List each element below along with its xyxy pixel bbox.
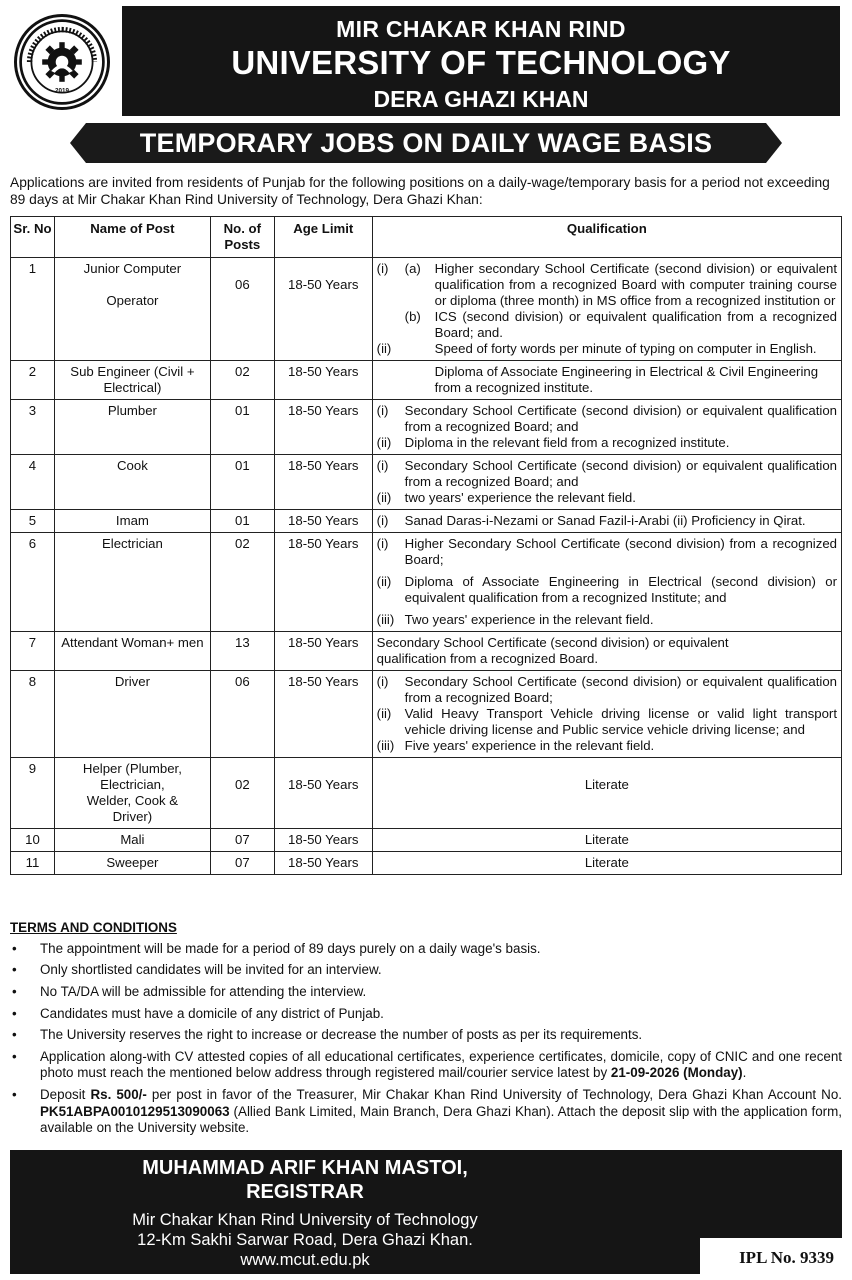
item-numeral: (i) bbox=[376, 536, 389, 551]
cell-post-name: Electrician bbox=[54, 533, 210, 632]
qualification-text: Two years' experience in the relevant field. bbox=[404, 612, 654, 627]
deposit-amount: Rs. 500/- bbox=[90, 1087, 147, 1103]
registrar-info bbox=[10, 1156, 600, 1270]
table-row bbox=[11, 852, 842, 875]
cell-sr: 11 bbox=[11, 852, 55, 875]
qualification-item bbox=[377, 513, 837, 529]
qualification-item bbox=[377, 738, 837, 754]
cell-posts: 01 bbox=[210, 455, 274, 510]
posts-value: 02 bbox=[234, 777, 250, 792]
table-row bbox=[11, 758, 842, 829]
post-name-line: Junior Computer bbox=[83, 261, 182, 276]
university-name-line1: MIR CHAKAR KHAN RIND bbox=[336, 16, 626, 42]
cell-sr: 8 bbox=[11, 671, 55, 758]
cell-qualification bbox=[372, 400, 841, 455]
item-letter: (b) bbox=[404, 309, 421, 324]
qualification-text: Sanad Daras-i-Nezami or Sanad Fazil-i-Arabi (ii) Proficiency in Qirat. bbox=[404, 513, 806, 528]
item-numeral: (i) bbox=[376, 458, 389, 473]
cell-age bbox=[274, 758, 372, 829]
qualification-text: Diploma in the relevant field from a recognized institute. bbox=[404, 435, 730, 450]
qualification-text: two years' experience the relevant field. bbox=[404, 490, 636, 505]
cell-posts: 07 bbox=[210, 829, 274, 852]
cell-posts: 01 bbox=[210, 400, 274, 455]
cell-sr: 1 bbox=[11, 258, 55, 361]
cell-qualification bbox=[372, 632, 841, 671]
table-row bbox=[11, 671, 842, 758]
term-item bbox=[10, 962, 842, 979]
cell-post-name: Cook bbox=[54, 455, 210, 510]
qualification-text: Literate bbox=[584, 777, 629, 792]
table-row bbox=[11, 829, 842, 852]
cell-qualification bbox=[372, 361, 841, 400]
cell-sr: 9 bbox=[11, 758, 55, 829]
cell-age: 18-50 Years bbox=[274, 400, 372, 455]
cell-qualification bbox=[372, 533, 841, 632]
qualification-item bbox=[377, 490, 837, 506]
term-text: Deposit Rs. 500/- per post in favor of the Treasurer, Mir Chakar Khan Rind University of Technology, Dera Ghazi Khan Account No. PK51ABPA0010129513090063 (Allied Bank Limited, Main Branch, Dera Ghazi Khan). Attach the deposit slip with the application form, available on the University website. bbox=[40, 1087, 842, 1136]
qualification-item bbox=[377, 458, 837, 490]
qualification-item bbox=[377, 706, 837, 738]
qualification-text: Diploma of Associate Engineering in Electrical & Civil Engineering from a recognized institute. bbox=[434, 364, 819, 395]
qualification-text: Higher secondary School Certificate (second division) or equivalent qualification from a recognized Board with computer training course or diploma (three month) in MS office from a recognized institution or bbox=[434, 261, 837, 308]
term-text: No TA/DA will be admissible for attending the interview. bbox=[40, 983, 367, 999]
table-row bbox=[11, 400, 842, 455]
cell-post-name: Helper (Plumber, Electrician, Welder, Cook & Driver) bbox=[54, 758, 210, 829]
university-logo bbox=[14, 14, 110, 110]
university-name-line2: UNIVERSITY OF TECHNOLOGY bbox=[231, 44, 731, 81]
term-text: Application along-with CV attested copies of all educational certificates, experience certificates, domicile, copy of CNIC and one recent photo must reach the mentioned below address through registered mail/courier service latest by 21-09-2026 (Monday). bbox=[40, 1048, 842, 1081]
website-link[interactable]: www.mcut.edu.pk bbox=[240, 1251, 370, 1269]
organization-name: Mir Chakar Khan Rind University of Technology bbox=[132, 1211, 478, 1229]
header-age-limit: Age Limit bbox=[274, 217, 372, 258]
item-numeral: (i) bbox=[376, 674, 389, 689]
header-sr-no: Sr. No bbox=[11, 217, 55, 258]
item-numeral: (iii) bbox=[376, 738, 395, 753]
table-row bbox=[11, 632, 842, 671]
table-row bbox=[11, 361, 842, 400]
cell-sr: 2 bbox=[11, 361, 55, 400]
cell-posts: 02 bbox=[210, 361, 274, 400]
term-text: The appointment will be made for a period of 89 days purely on a daily wage's basis. bbox=[40, 940, 541, 956]
cell-post-name: Imam bbox=[54, 510, 210, 533]
item-numeral: (ii) bbox=[376, 435, 392, 450]
bullet-icon: • bbox=[12, 962, 17, 978]
cell-qualification bbox=[372, 510, 841, 533]
cell-posts: 06 bbox=[210, 671, 274, 758]
university-title-block bbox=[122, 6, 840, 116]
ad-title-banner: TEMPORARY JOBS ON DAILY WAGE BASIS bbox=[86, 123, 766, 163]
university-location: DERA GHAZI KHAN bbox=[373, 86, 589, 112]
item-numeral: (ii) bbox=[376, 490, 392, 505]
cell-age: 18-50 Years bbox=[274, 829, 372, 852]
cell-qualification: Literate bbox=[372, 852, 841, 875]
terms-title: TERMS AND CONDITIONS bbox=[10, 920, 177, 935]
qualification-item bbox=[377, 364, 837, 396]
footer-contact-block bbox=[10, 1150, 842, 1274]
item-numeral: (ii) bbox=[376, 706, 392, 721]
cell-sr: 4 bbox=[11, 455, 55, 510]
account-number: PK51ABPA0010129513090063 bbox=[40, 1103, 230, 1119]
qualification-item bbox=[377, 435, 837, 451]
cell-sr: 10 bbox=[11, 829, 55, 852]
qualification-item bbox=[377, 309, 837, 341]
cell-post-name: Driver bbox=[54, 671, 210, 758]
header-name-of-post: Name of Post bbox=[54, 217, 210, 258]
qualification-item bbox=[377, 635, 837, 667]
cell-posts: 01 bbox=[210, 510, 274, 533]
posts-value: 06 bbox=[234, 277, 250, 292]
bullet-icon: • bbox=[12, 1048, 17, 1064]
cell-sr: 5 bbox=[11, 510, 55, 533]
term-text: Candidates must have a domicile of any district of Punjab. bbox=[40, 1005, 384, 1021]
post-name-line: Operator bbox=[106, 293, 159, 308]
ipl-number: IPL No. 9339 bbox=[700, 1238, 842, 1274]
qualification-item bbox=[377, 574, 837, 606]
cell-age: 18-50 Years bbox=[274, 852, 372, 875]
cell-posts: 07 bbox=[210, 852, 274, 875]
item-numeral: (iii) bbox=[376, 612, 395, 627]
cell-age: 18-50 Years bbox=[274, 361, 372, 400]
registrar-name: MUHAMMAD ARIF KHAN MASTOI, bbox=[142, 1157, 468, 1179]
qualification-item bbox=[377, 612, 837, 628]
item-numeral: (i) bbox=[376, 261, 389, 276]
term-item bbox=[10, 1049, 842, 1082]
bullet-icon: • bbox=[12, 1027, 17, 1043]
registrar-title: REGISTRAR bbox=[246, 1181, 364, 1203]
cell-age: 18-50 Years bbox=[274, 533, 372, 632]
intro-paragraph: Applications are invited from residents of Punjab for the following positions on a daily-wage/temporary basis for a period not exceeding 89 days at Mir Chakar Khan Rind University of Technology, Dera Ghazi Khan: bbox=[10, 175, 830, 207]
term-text: The University reserves the right to increase or decrease the number of posts as per its requirements. bbox=[40, 1027, 643, 1043]
cell-qualification: Literate bbox=[372, 829, 841, 852]
qualification-item bbox=[377, 674, 837, 706]
cell-age: 18-50 Years bbox=[274, 455, 372, 510]
cell-posts: 02 bbox=[210, 533, 274, 632]
qualification-text: Speed of forty words per minute of typing on computer in English. bbox=[434, 341, 817, 356]
item-numeral: (i) bbox=[376, 403, 389, 418]
table-row bbox=[11, 533, 842, 632]
cell-qualification bbox=[372, 455, 841, 510]
bullet-icon: • bbox=[12, 1087, 17, 1103]
bullet-icon: • bbox=[12, 940, 17, 956]
cell-posts bbox=[210, 758, 274, 829]
table-row bbox=[11, 510, 842, 533]
cell-post-name: Sub Engineer (Civil + Electrical) bbox=[54, 361, 210, 400]
cell-age: 18-50 Years bbox=[274, 671, 372, 758]
cell-post-name: Plumber bbox=[54, 400, 210, 455]
qualification-item bbox=[377, 403, 837, 435]
cell-age: 18-50 Years bbox=[274, 510, 372, 533]
header-no-of-posts: No. of Posts bbox=[210, 217, 274, 258]
item-numeral: (ii) bbox=[376, 574, 392, 589]
bullet-icon: • bbox=[12, 983, 17, 999]
address: 12-Km Sakhi Sarwar Road, Dera Ghazi Khan. bbox=[137, 1231, 473, 1249]
qualification-text: Valid Heavy Transport Vehicle driving license or valid light transport vehicle driving license and Public service vehicle driving license; and bbox=[404, 706, 837, 737]
qualification-text: Secondary School Certificate (second division) or equivalent qualification from a recognized Board; bbox=[404, 674, 837, 705]
table-row bbox=[11, 258, 842, 361]
cell-sr: 6 bbox=[11, 533, 55, 632]
cell-sr: 3 bbox=[11, 400, 55, 455]
qualification-item bbox=[377, 341, 837, 357]
bullet-icon: • bbox=[12, 1005, 17, 1021]
svg-text:2019: 2019 bbox=[54, 87, 70, 95]
cell-sr: 7 bbox=[11, 632, 55, 671]
term-item bbox=[10, 1027, 842, 1044]
jobs-table bbox=[10, 216, 842, 875]
qualification-item bbox=[377, 261, 837, 309]
age-value: 18-50 Years bbox=[288, 277, 359, 292]
item-numeral: (i) bbox=[376, 513, 389, 528]
term-item bbox=[10, 941, 842, 958]
cell-post-name bbox=[54, 258, 210, 361]
cell-age bbox=[274, 258, 372, 361]
term-item bbox=[10, 1006, 842, 1023]
header-qualification: Qualification bbox=[372, 217, 841, 258]
qualification-text: Five years' experience in the relevant field. bbox=[404, 738, 655, 753]
term-item bbox=[10, 984, 842, 1001]
qualification-item bbox=[377, 536, 837, 568]
cell-post-name: Mali bbox=[54, 829, 210, 852]
item-letter: (a) bbox=[404, 261, 421, 276]
cell-post-name: Sweeper bbox=[54, 852, 210, 875]
table-header-row bbox=[11, 217, 842, 258]
header bbox=[0, 0, 852, 118]
cell-qualification bbox=[372, 258, 841, 361]
age-value: 18-50 Years bbox=[288, 777, 359, 792]
cell-qualification bbox=[372, 671, 841, 758]
qualification-text: Secondary School Certificate (second division) or equivalent qualification from a recognized Board. bbox=[376, 635, 729, 666]
university-seal-icon bbox=[17, 17, 107, 107]
item-numeral: (ii) bbox=[376, 341, 392, 356]
cell-posts: 13 bbox=[210, 632, 274, 671]
table-row bbox=[11, 455, 842, 510]
cell-qualification bbox=[372, 758, 841, 829]
qualification-text: Diploma of Associate Engineering in Electrical (second division) or equivalent qualification from a recognized Institute; and bbox=[404, 574, 837, 605]
qualification-text: Secondary School Certificate (second division) or equivalent qualification from a recognized Board; and bbox=[404, 458, 837, 489]
term-item bbox=[10, 1087, 842, 1137]
deadline-date: 21-09-2026 (Monday) bbox=[610, 1065, 743, 1081]
qualification-text: Secondary School Certificate (second division) or equivalent qualification from a recognized Board; and bbox=[404, 403, 837, 434]
qualification-text: Higher Secondary School Certificate (second division) from a recognized Board; bbox=[404, 536, 837, 567]
terms-and-conditions bbox=[10, 920, 842, 1142]
cell-post-name: Attendant Woman+ men bbox=[54, 632, 210, 671]
term-text: Only shortlisted candidates will be invited for an interview. bbox=[40, 962, 382, 978]
cell-posts bbox=[210, 258, 274, 361]
qualification-text: ICS (second division) or equivalent qualification from a recognized Board; and. bbox=[434, 309, 837, 340]
cell-age: 18-50 Years bbox=[274, 632, 372, 671]
